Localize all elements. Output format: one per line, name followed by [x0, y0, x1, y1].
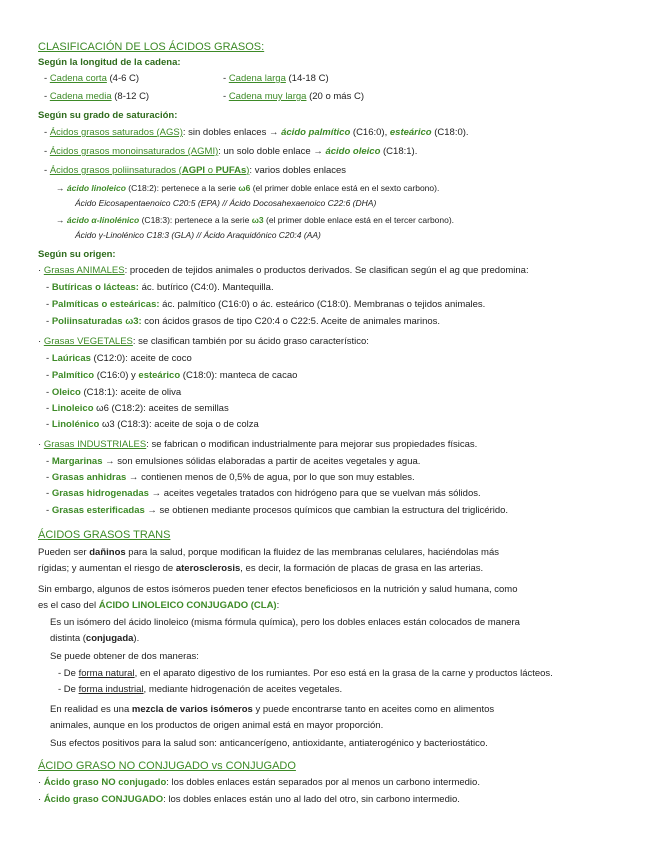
subheading-origen: Según su origen:: [38, 249, 116, 260]
paragraph-line: distinta (conjugada).: [50, 633, 140, 644]
link-cadena-muy-larga[interactable]: Cadena muy larga: [228, 91, 307, 102]
list-item-palmitico: - Palmítico (C16:0) y esteárico (C18:0): manteca de cacao: [46, 370, 298, 381]
link-agmi[interactable]: Ácidos grasos monoinsaturados (AGMI): [49, 146, 219, 157]
list-item-conjugado: · Ácido graso CONJUGADO: los dobles enlaces están uno al lado del otro, sin carbono intermedio.: [38, 794, 460, 805]
link-cadena-larga[interactable]: Cadena larga: [228, 73, 286, 84]
link-grasas-vegetales[interactable]: Grasas VEGETALES: [43, 336, 133, 347]
paragraph-line: En realidad es una mezcla de varios isómeros y puede encontrarse tanto en aceites como en alimentos: [50, 704, 495, 715]
list-item-forma-industrial: - De forma industrial, mediante hidrogenación de aceites vegetales.: [58, 684, 343, 695]
list-item-grasas-animales: · Grasas ANIMALES: proceden de tejidos animales o productos derivados. Se clasifican según el ag que predomina:: [38, 265, 529, 276]
list-item-cadena-media: - Cadena media (8-12 C): [44, 91, 150, 102]
list-item-agpi: - Ácidos grasos poliinsaturados (AGPI o PUFAs): varios dobles enlaces: [44, 165, 347, 176]
list-item-margarinas: - Margarinas → son emulsiones sólidas elaboradas a partir de aceites vegetales y agua.: [46, 456, 421, 467]
subheading-cadena: Según la longitud de la cadena:: [38, 57, 181, 68]
list-item-alfa-linolenico: → ácido α-linolénico (C18:3): pertenece a la serie ω3 (el primer doble enlace está en el tercer carbono).: [56, 215, 455, 225]
list-item-anhidras: - Grasas anhidras → contienen menos de 0,5% de agua, por lo que son muy estables.: [46, 472, 415, 483]
link-grasas-animales[interactable]: Grasas ANIMALES: [43, 265, 125, 276]
list-item-no-conjugado: · Ácido graso NO conjugado: los dobles enlaces están separados por al menos un carbono intermedio.: [38, 777, 480, 788]
list-item-hidrogenadas: - Grasas hidrogenadas → aceites vegetales tratados con hidrógeno para que se vuelvan más sólidos.: [46, 488, 481, 499]
link-cadena-media[interactable]: Cadena media: [49, 91, 112, 102]
list-item-alfa-linolenico-sub: Ácido γ-Linolénico C18:3 (GLA) // Ácido Araquidónico C20:4 (AA): [75, 230, 321, 240]
list-item-cadena-larga: - Cadena larga (14-18 C): [223, 73, 329, 84]
list-item-grasas-vegetales: · Grasas VEGETALES: se clasifican también por su ácido graso característico:: [38, 336, 369, 347]
paragraph-line: es el caso del ÁCIDO LINOLEICO CONJUGADO (CLA):: [38, 600, 280, 611]
paragraph-line: Sin embargo, algunos de estos isómeros pueden tener efectos beneficiosos en la nutrición y salud humana, como: [38, 584, 518, 595]
list-item-palmiticas: - Palmíticas o esteáricas: ác. palmítico (C16:0) o ác. esteárico (C18:0). Membranas o tejidos animales.: [46, 299, 486, 310]
list-item-esterificadas: - Grasas esterificadas → se obtienen mediante procesos químicos que cambian la estructura del triglicérido.: [46, 505, 509, 516]
list-item-butiricas: - Butíricas o lácteas: ác. butírico (C4:0). Mantequilla.: [46, 282, 274, 293]
paragraph-line: Pueden ser dañinos para la salud, porque modifican la fluidez de las membranas celulares, haciéndolas más: [38, 547, 500, 558]
list-item-cadena-muy-larga: - Cadena muy larga (20 o más C): [223, 91, 364, 102]
section-title-conjugado: ÁCIDO GRASO NO CONJUGADO vs CONJUGADO: [38, 760, 296, 772]
paragraph-line: Es un isómero del ácido linoleico (misma fórmula química), pero los dobles enlaces están colocados de manera: [50, 617, 520, 628]
link-cadena-corta[interactable]: Cadena corta: [49, 73, 107, 84]
list-item-ags: - Ácidos grasos saturados (AGS): sin dobles enlaces → ácido palmítico (C16:0), esteárico (C18:0).: [44, 127, 469, 138]
list-item-poliinsaturadas: - Poliinsaturadas ω3: con ácidos grasos de tipo C20:4 o C22:5. Aceite de animales marinos.: [46, 316, 441, 327]
subheading-saturacion: Según su grado de saturación:: [38, 110, 178, 121]
link-grasas-industriales[interactable]: Grasas INDUSTRIALES: [43, 439, 147, 450]
paragraph-line: Se puede obtener de dos maneras:: [50, 651, 199, 662]
list-item-forma-natural: - De forma natural, en el aparato digestivo de los rumiantes. Por eso está en la grasa de la carne y productos lácteos.: [58, 668, 553, 679]
paragraph-line: rígidas; y aumentan el riesgo de aterosclerosis, es decir, la formación de placas de grasa en las arterias.: [38, 563, 484, 574]
link-ags[interactable]: Ácidos grasos saturados (AGS): [49, 127, 183, 138]
list-item-agmi: - Ácidos grasos monoinsaturados (AGMI): un solo doble enlace → ácido oleico (C18:1).: [44, 146, 418, 157]
list-item-linoleico-sub: Ácido Eicosapentaenoico C20:5 (EPA) // Ácido Docosahexaenoico C22:6 (DHA): [75, 198, 377, 208]
paragraph-line: Sus efectos positivos para la salud son: anticancerígeno, antioxidante, antiaterogénico y bacteriostático.: [50, 738, 488, 749]
section-title-clasificacion: CLASIFICACIÓN DE LOS ÁCIDOS GRASOS:: [38, 41, 265, 53]
list-item-linoleico-veg: - Linoleico ω6 (C18:2): aceites de semillas: [46, 403, 229, 414]
list-item-linolenico-veg: - Linolénico ω3 (C18:3): aceite de soja o de colza: [46, 419, 259, 430]
list-item-cadena-corta: - Cadena corta (4-6 C): [44, 73, 140, 84]
list-item-lauricas: - Laúricas (C12:0): aceite de coco: [46, 353, 192, 364]
list-item-linoleico: → ácido linoleico (C18:2): pertenece a la serie ω6 (el primer doble enlace está en el sexto carbono).: [56, 183, 440, 193]
link-agpi[interactable]: Ácidos grasos poliinsaturados (AGPI o PUFAs): [49, 165, 250, 176]
section-title-trans: ÁCIDOS GRASOS TRANS: [38, 529, 171, 541]
list-item-grasas-industriales: · Grasas INDUSTRIALES: se fabrican o modifican industrialmente para mejorar sus propiedades físicas.: [38, 439, 478, 450]
paragraph-line: animales, aunque en los productos de origen animal está en mayor proporción.: [50, 720, 384, 731]
list-item-oleico: - Oleico (C18:1): aceite de oliva: [46, 387, 182, 398]
